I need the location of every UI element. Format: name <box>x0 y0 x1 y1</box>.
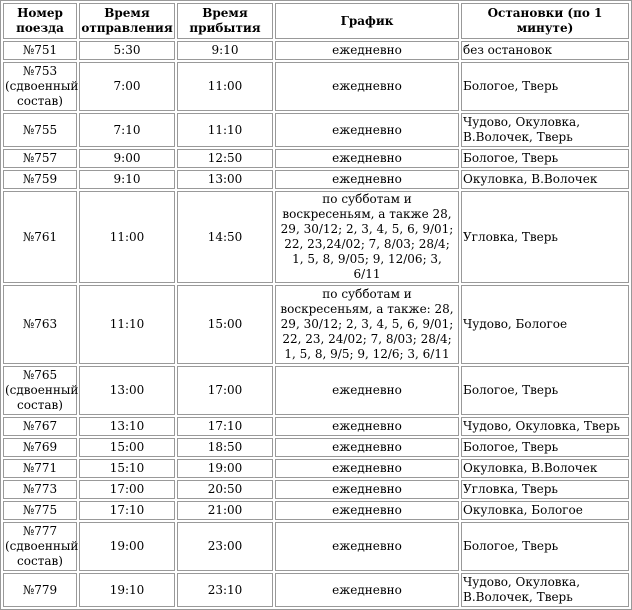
train-number: №761 <box>3 191 77 283</box>
schedule: ежедневно <box>275 480 459 499</box>
stops: Чудово, Бологое <box>461 285 629 364</box>
schedule: по субботам и воскресеньям, а также: 28, 29, 30/12; 2, 3, 4, 5, 6, 9/01; 22, 23, 24/02; 7, 8/03; 28/4; 1, 5, 8, 9/5; 9, 12/6; 3, 6/11 <box>275 285 459 364</box>
stops: Окуловка, В.Волочек <box>461 170 629 189</box>
train-number: №767 <box>3 417 77 436</box>
schedule: ежедневно <box>275 62 459 111</box>
train-number: №771 <box>3 459 77 478</box>
arrival-time: 11:00 <box>177 62 273 111</box>
arrival-time: 14:50 <box>177 191 273 283</box>
departure-time: 19:00 <box>79 522 175 571</box>
departure-time: 15:10 <box>79 459 175 478</box>
table-row <box>3 285 629 364</box>
schedule: ежедневно <box>275 113 459 147</box>
departure-time: 15:00 <box>79 438 175 457</box>
table-row <box>3 480 629 499</box>
departure-time: 17:10 <box>79 501 175 520</box>
arrival-time: 23:10 <box>177 573 273 607</box>
schedule: ежедневно <box>275 170 459 189</box>
table-row <box>3 62 629 111</box>
train-number: №779 <box>3 573 77 607</box>
train-number: №755 <box>3 113 77 147</box>
train-number: №773 <box>3 480 77 499</box>
header-schedule: График <box>275 3 459 39</box>
departure-time: 7:10 <box>79 113 175 147</box>
schedule: ежедневно <box>275 366 459 415</box>
train-number: №775 <box>3 501 77 520</box>
table-row <box>3 417 629 436</box>
arrival-time: 23:00 <box>177 522 273 571</box>
arrival-time: 15:00 <box>177 285 273 364</box>
schedule: ежедневно <box>275 438 459 457</box>
schedule: ежедневно <box>275 149 459 168</box>
train-number: №757 <box>3 149 77 168</box>
departure-time: 5:30 <box>79 41 175 60</box>
stops: Бологое, Тверь <box>461 522 629 571</box>
arrival-time: 13:00 <box>177 170 273 189</box>
arrival-time: 19:00 <box>177 459 273 478</box>
table-row <box>3 501 629 520</box>
arrival-time: 11:10 <box>177 113 273 147</box>
header-departure-time: Время отправления <box>79 3 175 39</box>
table-row <box>3 170 629 189</box>
departure-time: 11:10 <box>79 285 175 364</box>
stops: Бологое, Тверь <box>461 366 629 415</box>
stops: без остановок <box>461 41 629 60</box>
train-number: №763 <box>3 285 77 364</box>
table-row <box>3 366 629 415</box>
table-row <box>3 149 629 168</box>
table-row <box>3 573 629 607</box>
train-number: №769 <box>3 438 77 457</box>
stops: Чудово, Окуловка, Тверь <box>461 417 629 436</box>
departure-time: 9:10 <box>79 170 175 189</box>
schedule: ежедневно <box>275 41 459 60</box>
arrival-time: 18:50 <box>177 438 273 457</box>
departure-time: 7:00 <box>79 62 175 111</box>
arrival-time: 17:10 <box>177 417 273 436</box>
schedule: ежедневно <box>275 501 459 520</box>
stops: Чудово, Окуловка, В.Волочек, Тверь <box>461 113 629 147</box>
schedule: ежедневно <box>275 573 459 607</box>
arrival-time: 21:00 <box>177 501 273 520</box>
header-stops: Остановки (по 1 минуте) <box>461 3 629 39</box>
train-number: №751 <box>3 41 77 60</box>
train-number: №777 (сдвоенный состав) <box>3 522 77 571</box>
arrival-time: 9:10 <box>177 41 273 60</box>
departure-time: 13:00 <box>79 366 175 415</box>
schedule: ежедневно <box>275 522 459 571</box>
table-row <box>3 41 629 60</box>
stops: Угловка, Тверь <box>461 191 629 283</box>
departure-time: 9:00 <box>79 149 175 168</box>
header-row <box>3 3 629 39</box>
departure-time: 11:00 <box>79 191 175 283</box>
train-number: №753 (сдвоенный состав) <box>3 62 77 111</box>
schedule: ежедневно <box>275 417 459 436</box>
departure-time: 19:10 <box>79 573 175 607</box>
train-number: №759 <box>3 170 77 189</box>
arrival-time: 12:50 <box>177 149 273 168</box>
arrival-time: 20:50 <box>177 480 273 499</box>
departure-time: 13:10 <box>79 417 175 436</box>
stops: Чудово, Окуловка, В.Волочек, Тверь <box>461 573 629 607</box>
table-row <box>3 522 629 571</box>
table-row <box>3 438 629 457</box>
stops: Окуловка, Бологое <box>461 501 629 520</box>
stops: Угловка, Тверь <box>461 480 629 499</box>
train-number: №765 (сдвоенный состав) <box>3 366 77 415</box>
header-arrival-time: Время прибытия <box>177 3 273 39</box>
table-row <box>3 191 629 283</box>
stops: Окуловка, В.Волочек <box>461 459 629 478</box>
arrival-time: 17:00 <box>177 366 273 415</box>
table-row <box>3 113 629 147</box>
stops: Бологое, Тверь <box>461 62 629 111</box>
table-row <box>3 459 629 478</box>
departure-time: 17:00 <box>79 480 175 499</box>
header-train-number: Номер поезда <box>3 3 77 39</box>
stops: Бологое, Тверь <box>461 438 629 457</box>
stops: Бологое, Тверь <box>461 149 629 168</box>
schedule: по субботам и воскресеньям, а также 28, 29, 30/12; 2, 3, 4, 5, 6, 9/01; 22, 23,24/02; 7, 8/03; 28/4; 1, 5, 8, 9/05; 9, 12/06; 3, 6/11 <box>275 191 459 283</box>
schedule: ежедневно <box>275 459 459 478</box>
